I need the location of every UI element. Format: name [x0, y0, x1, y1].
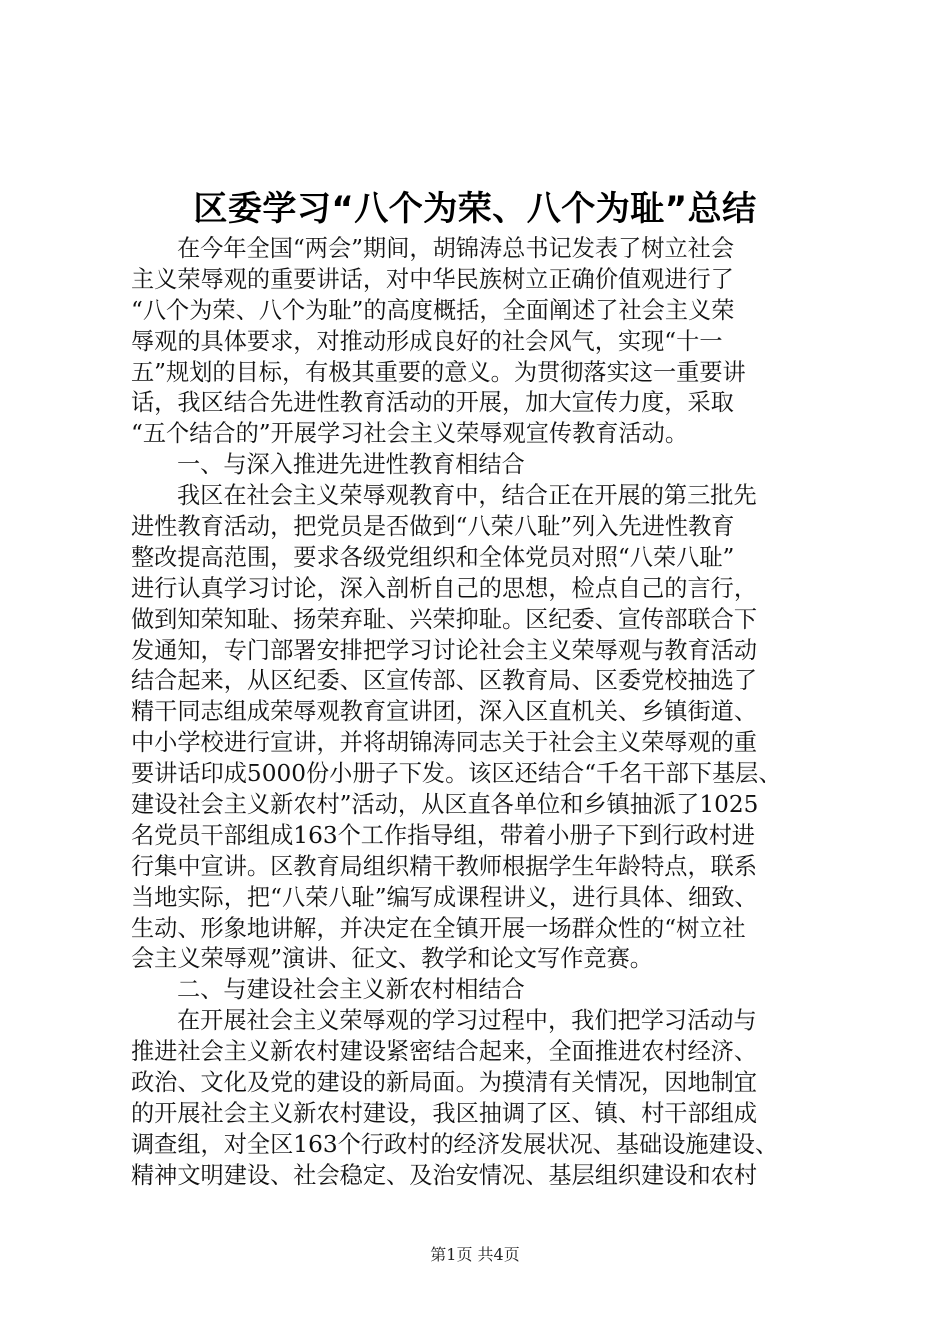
document-title: 区委学习“八个为荣、八个为耻”总结 [193, 189, 757, 229]
paragraph-line: 政治、文化及党的建设的新局面。为摸清有关情况，因地制宜 [131, 1069, 758, 1097]
paragraph-line: 中小学校进行宣讲，并将胡锦涛同志关于社会主义荣辱观的重 [131, 729, 758, 757]
paragraph-line: 五”规划的目标，有极其重要的意义。为贯彻落实这一重要讲 [131, 358, 746, 386]
page-number-footer: 第1页 共4页 [430, 1245, 520, 1264]
paragraph-line: 要讲话印成5000份小册子下发。该区还结合“千名干部下基层、 [131, 760, 782, 788]
paragraph-line: 当地实际，把“八荣八耻”编写成课程讲义，进行具体、细致、 [131, 883, 758, 911]
document-body [131, 234, 831, 1192]
paragraph-line: 辱观的具体要求，对推动形成良好的社会风气，实现“十一 [131, 327, 723, 355]
paragraph-line: 话，我区结合先进性教育活动的开展，加大宣传力度，采取 [131, 389, 734, 417]
paragraph-line: 的开展社会主义新农村建设，我区抽调了区、镇、村干部组成 [131, 1099, 758, 1127]
paragraph-line: 我区在社会主义荣辱观教育中，结合正在开展的第三批先 [177, 482, 757, 510]
paragraph-line: 调查组，对全区163个行政村的经济发展状况、基础设施建设、 [131, 1130, 779, 1158]
section-heading: 一、与深入推进先进性教育相结合 [177, 451, 525, 479]
section-heading: 二、与建设社会主义新农村相结合 [177, 976, 525, 1004]
paragraph-line: 主义荣辱观的重要讲话，对中华民族树立正确价值观进行了 [131, 265, 734, 293]
paragraph-line: 生动、形象地讲解，并决定在全镇开展一场群众性的“树立社 [131, 914, 746, 942]
paragraph-line: 精干同志组成荣辱观教育宣讲团，深入区直机关、乡镇街道、 [131, 698, 758, 726]
paragraph-line: 结合起来，从区纪委、区宣传部、区教育局、区委党校抽选了 [131, 667, 758, 695]
paragraph-line: 名党员干部组成163个工作指导组，带着小册子下到行政村进 [131, 821, 755, 849]
paragraph-line: 在今年全国“两会”期间，胡锦涛总书记发表了树立社会 [177, 235, 735, 262]
paragraph-line: 推进社会主义新农村建设紧密结合起来，全面推进农村经济、 [131, 1038, 758, 1066]
paragraph-line: 进性教育活动，把党员是否做到“八荣八耻”列入先进性教育 [131, 513, 735, 541]
paragraph-line: “八个为荣、八个为耻”的高度概括，全面阐述了社会主义荣 [131, 296, 735, 324]
paragraph-line: 行集中宣讲。区教育局组织精干教师根据学生年龄特点，联系 [131, 852, 758, 880]
paragraph-line: 精神文明建设、社会稳定、及治安情况、基层组织建设和农村 [131, 1161, 758, 1189]
paragraph-line: 发通知，专门部署安排把学习讨论社会主义荣辱观与教育活动 [131, 636, 758, 664]
paragraph-line: 建设社会主义新农村”活动，从区直各单位和乡镇抽派了1025 [131, 791, 759, 819]
paragraph-line: 会主义荣辱观”演讲、征文、教学和论文写作竞赛。 [131, 945, 653, 973]
paragraph-line: 整改提高范围，要求各级党组织和全体党员对照“八荣八耻” [131, 543, 735, 571]
paragraph-line: “五个结合的”开展学习社会主义荣辱观宣传教育活动。 [131, 420, 689, 448]
paragraph-line: 在开展社会主义荣辱观的学习过程中，我们把学习活动与 [177, 1007, 757, 1035]
paragraph-line: 进行认真学习讨论，深入剖析自己的思想，检点自己的言行， [131, 574, 758, 602]
paragraph-line: 做到知荣知耻、扬荣弃耻、兴荣抑耻。区纪委、宣传部联合下 [131, 605, 758, 633]
